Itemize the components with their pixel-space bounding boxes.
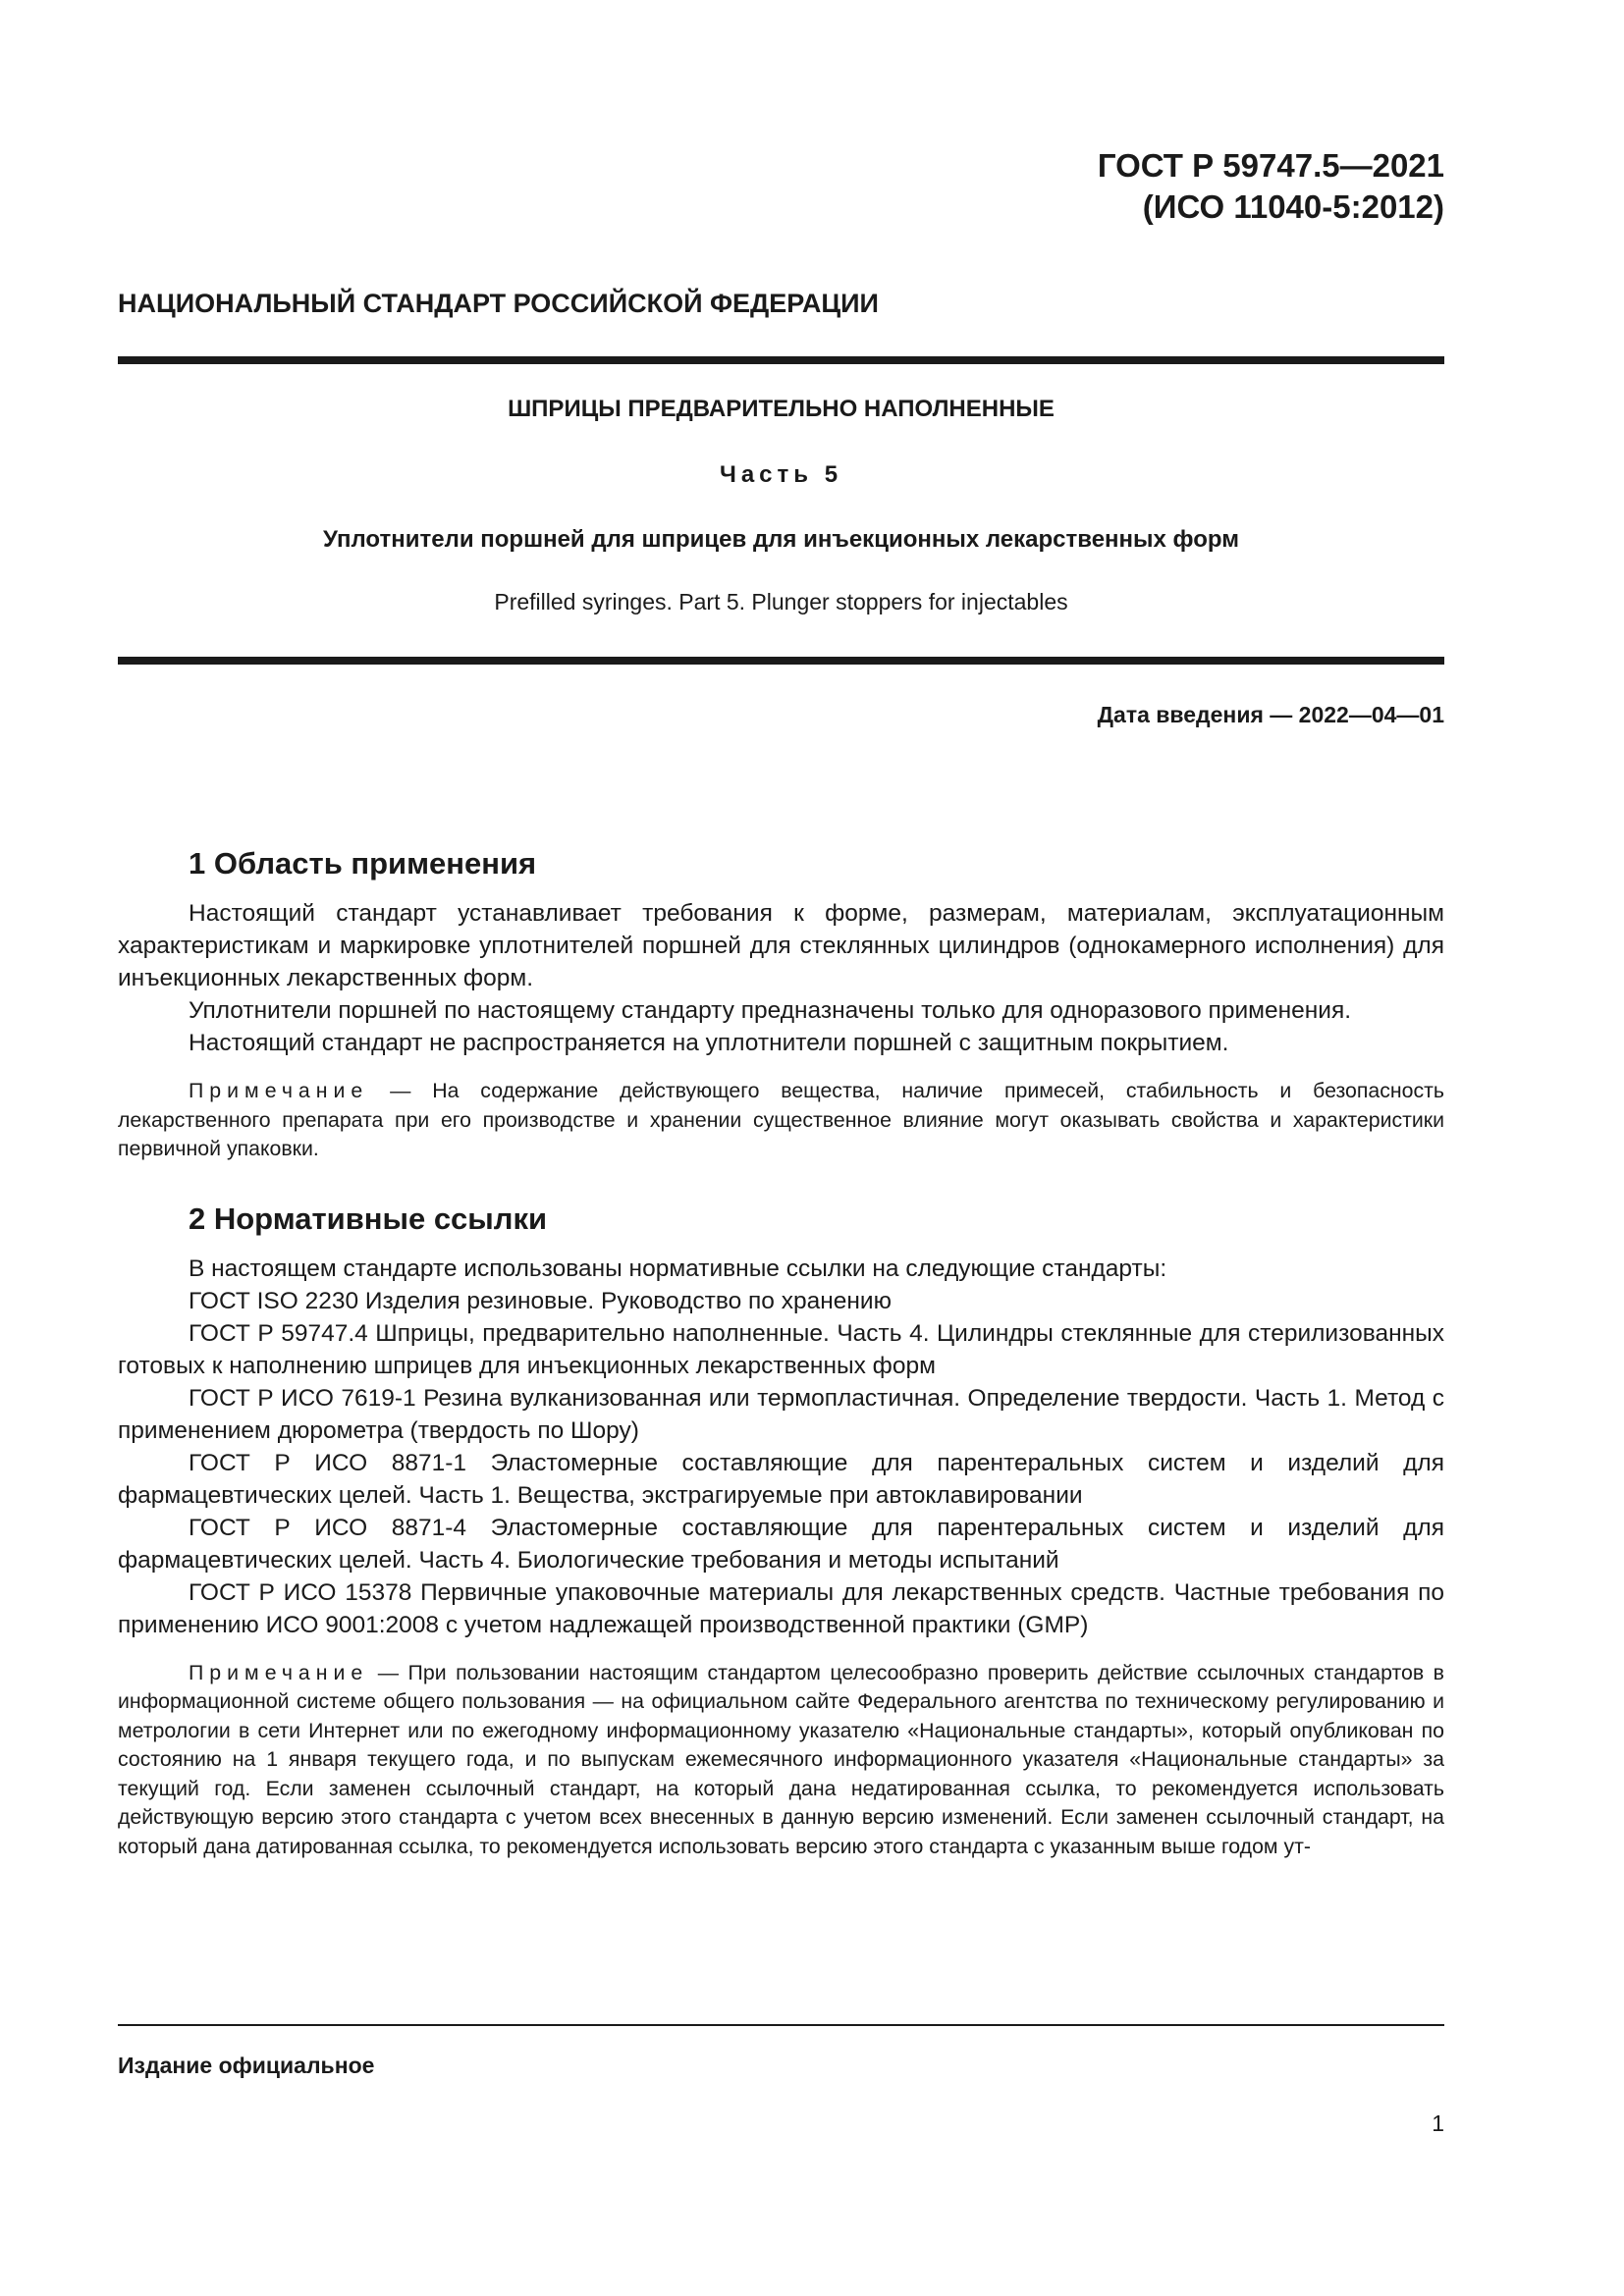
english-title: Prefilled syringes. Part 5. Plunger stoppers for injectables xyxy=(494,589,1068,614)
note-text: — При пользовании настоящим стандартом целесообразно проверить действие ссылочных стандартов в информационной системе общего пользования — на официальном сайте Федерального агентства по техническому регулированию и метрологии в сети Интернет или по ежегодному информационному указателю «Национальные стандарты», который опубликован по состоянию на 1 января текущего года, и по выпускам ежемесячного информационного указателя «Национальные стандарты» за текущий год. Если заменен ссылочный стандарт, на который дана недатированная ссылка, то рекомендуется использовать действующую версию этого стандарта с учетом всех внесенных в данную версию изменений. Если заменен ссылочный стандарт, на который дана датированная ссылка, то рекомендуется использовать версию этого стандарта с указанным выше годом ут- xyxy=(118,1660,1444,1858)
reference-item: ГОСТ Р ИСО 15378 Первичные упаковочные материалы для лекарственных средств. Частные требования по применению ИСО 9001:2008 с учетом надлежащей производственной практики (GMP) xyxy=(118,1578,1444,1638)
document-title: ШПРИЦЫ ПРЕДВАРИТЕЛЬНО НАПОЛНЕННЫЕ xyxy=(508,396,1055,422)
standard-code-gost: ГОСТ Р 59747.5—2021 xyxy=(1097,147,1444,184)
section-2-heading: 2 Нормативные ссылки xyxy=(189,1201,548,1236)
header-rule-top xyxy=(118,356,1444,364)
document-body xyxy=(118,844,1444,1861)
page-number: 1 xyxy=(1432,2110,1444,2136)
header-rule-bottom xyxy=(118,657,1444,665)
reference-item: ГОСТ Р ИСО 8871-4 Эластомерные составляющие для парентеральных систем и изделий для фармацевтических целей. Часть 4. Биологические требования и методы испытаний xyxy=(118,1514,1444,1574)
reference-item: ГОСТ Р ИСО 8871-1 Эластомерные составляющие для парентеральных систем и изделий для фармацевтических целей. Часть 1. Вещества, экстрагируемые при автоклавировании xyxy=(118,1449,1444,1509)
note-label: Примечание xyxy=(189,1079,369,1102)
document-part: Часть 5 xyxy=(719,461,843,488)
reference-item: ГОСТ Р ИСО 7619-1 Резина вулканизованная или термопластичная. Определение твердости. Часть 1. Метод с применением дюрометра (твердость по Шору) xyxy=(118,1384,1444,1444)
section-2-note xyxy=(118,1659,1444,1862)
section-1-paragraph: Уплотнители поршней по настоящему стандарту предназначены только для одноразового применения. xyxy=(189,997,1352,1024)
official-edition-label: Издание официальное xyxy=(118,2053,375,2078)
footer-rule xyxy=(118,2024,1444,2026)
standard-code-iso: (ИСО 11040-5:2012) xyxy=(1142,188,1444,225)
standard-code xyxy=(1098,145,1444,228)
document-subtitle: Уплотнители поршней для шприцев для инъекционных лекарственных форм xyxy=(322,526,1239,553)
reference-item: ГОСТ Р 59747.4 Шприцы, предварительно наполненные. Часть 4. Цилиндры стеклянные для стерилизованных готовых к наполнению шприцев для инъекционных лекарственных форм xyxy=(118,1319,1444,1379)
section-1-paragraph: Настоящий стандарт устанавливает требования к форме, размерам, материалам, эксплуатационным характеристикам и маркировке уплотнителей поршней для стеклянных цилиндров (однокамерного исполнения) для инъекционных лекарственных форм. xyxy=(118,900,1444,991)
note-label: Примечание xyxy=(189,1660,369,1684)
section-2-paragraph: В настоящем стандарте использованы нормативные ссылки на следующие стандарты: xyxy=(189,1255,1167,1282)
reference-item: ГОСТ ISO 2230 Изделия резиновые. Руководство по хранению xyxy=(189,1287,892,1314)
section-1-paragraph: Настоящий стандарт не распространяется на уплотнители поршней с защитным покрытием. xyxy=(189,1030,1229,1056)
section-1-note xyxy=(118,1077,1444,1164)
national-standard-banner: НАЦИОНАЛЬНЫЙ СТАНДАРТ РОССИЙСКОЙ ФЕДЕРАЦИИ xyxy=(118,289,879,318)
note-text: — На содержание действующего вещества, наличие примесей, стабильность и безопасность лекарственного препарата при его производстве и хранении существенное влияние могут оказывать свойства и характеристики первичной упаковки. xyxy=(118,1079,1444,1160)
introduction-date: Дата введения — 2022—04—01 xyxy=(1097,702,1444,727)
section-1-heading: 1 Область применения xyxy=(189,846,537,881)
